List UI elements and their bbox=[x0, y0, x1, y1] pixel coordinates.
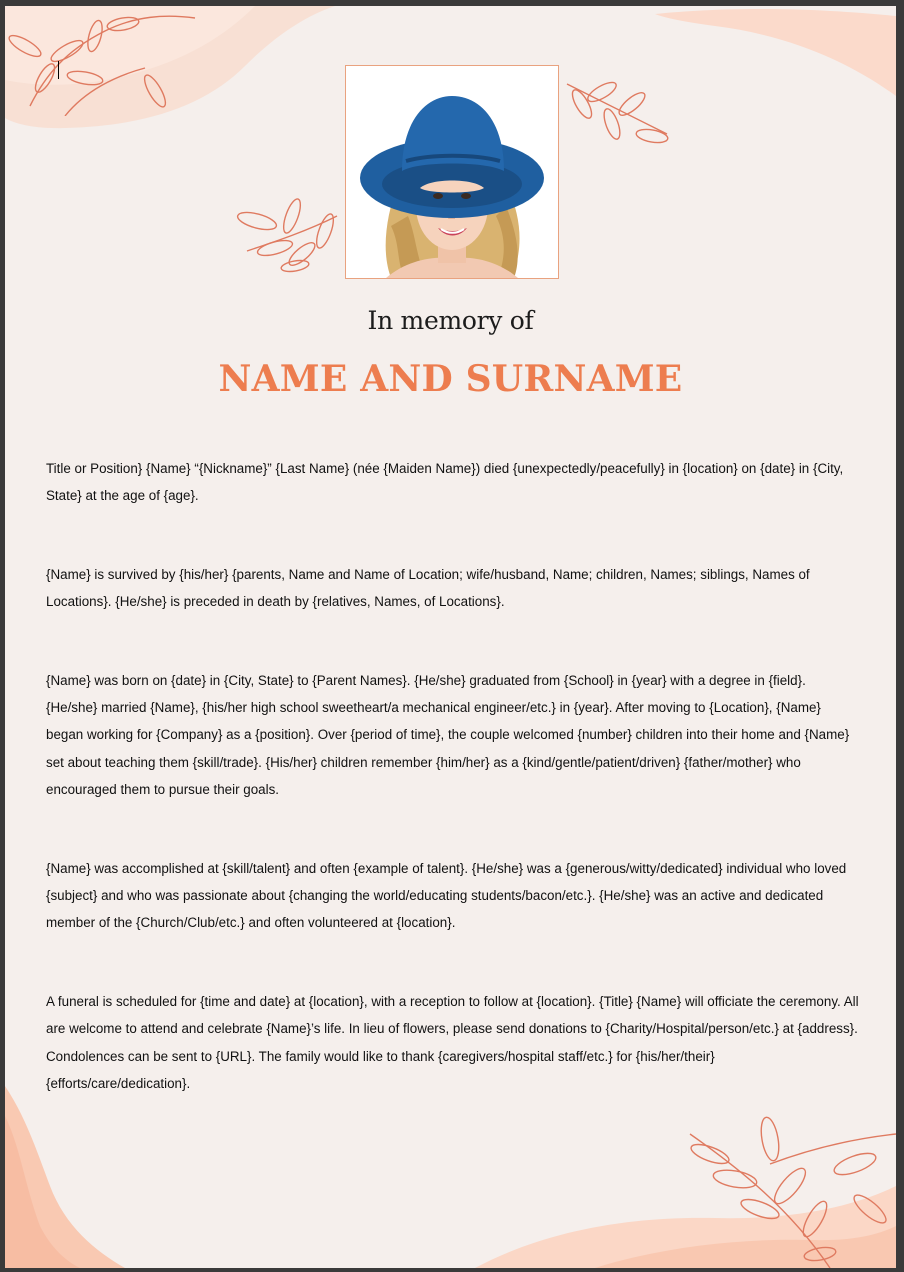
paragraph-death-notice[interactable]: Title or Position} {Name} “{Nickname}” {Last Name} (née {Maiden Name}) died {unexpectedly/peacefully} in {location} on {date} in {City, State} at the age of {age}. bbox=[46, 461, 844, 504]
memory-label: In memory of bbox=[367, 306, 534, 335]
paragraph-survivors[interactable]: {Name} is survived by {his/her} {parents, Name and Name of Location; wife/husband, Name; children, Names; siblings, Names of Locations}. {He/she} is preceded in death by {relatives, Names, of Locations}. bbox=[46, 566, 810, 610]
document-page bbox=[5, 6, 896, 1268]
corner-blob-top-right bbox=[655, 6, 896, 96]
portrait-photo-icon bbox=[346, 66, 558, 278]
leaf-sprig-mid-left-icon bbox=[227, 186, 347, 276]
obituary-body bbox=[46, 455, 860, 1149]
paragraph-funeral-details[interactable]: A funeral is scheduled for {time and date} at {location}, with a reception to follow at {location}. {Title} {Name} will officiate the ceremony. All are welcome to attend and celebrate {Name}’s life. In lieu of flowers, please send donations to {Charity/Hospital/person/etc.} at {address}. Condolences can be sent to {URL}. The family would like to thank {caregivers/hospital staff/etc.} for {his/her/their} {efforts/care/dedication}. bbox=[46, 993, 859, 1092]
deceased-name-title[interactable]: NAME AND SURNAME bbox=[218, 358, 683, 400]
paragraph-biography[interactable]: {Name} was born on {date} in {City, State} to {Parent Names}. {He/she} graduated from {School} in {year} with a degree in {field}. {He/she} married {Name}, {his/her high school sweetheart/a mechanical engineer/etc.} in {year}. After moving to {Location}, {Name} began working for {Company} as a {position}. Over {period of time}, the couple welcomed {number} children into their home and {Name} set about teaching them {skill/trade}. {His/her} children remember {him/her} as a {kind/gentle/patient/driven} {father/mother} who encouraged them to pursue their goals. bbox=[46, 672, 850, 798]
portrait-photo[interactable] bbox=[345, 65, 559, 279]
text-cursor bbox=[58, 61, 59, 79]
leaf-sprig-top-right-icon bbox=[557, 74, 677, 169]
paragraph-accomplishments[interactable]: {Name} was accomplished at {skill/talent} and often {example of talent}. {He/she} was a {generous/witty/dedicated} individual who loved {subject} and who was passionate about {changing the world/educating students/bacon/etc.}. {He/she} was an active and dedicated member of the {Church/Club/etc.} and often volunteered at {location}. bbox=[46, 860, 847, 931]
leaf-sprig-top-left-icon bbox=[5, 6, 215, 116]
